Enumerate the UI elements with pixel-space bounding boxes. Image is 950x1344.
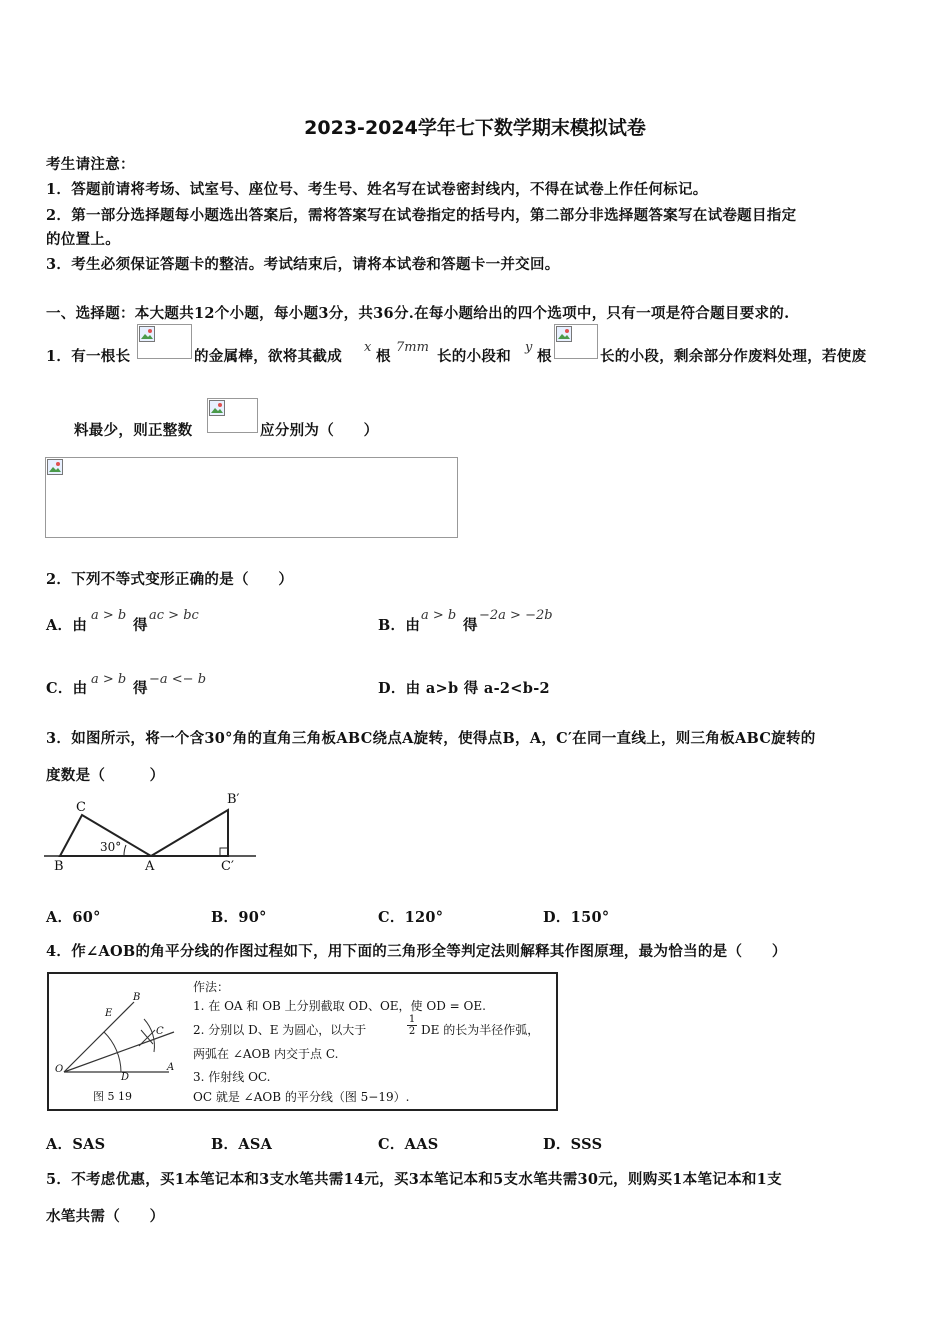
- q2-option-a-math-2: ac > bc: [149, 608, 199, 623]
- broken-image-icon: [47, 459, 63, 475]
- q1-image-placeholder-3: [207, 398, 258, 433]
- q2-option-c-label: C．由: [46, 680, 88, 697]
- q3-stem-line-1: 3．如图所示，将一个含30°角的直角三角板ABC绕点A旋转，使得点B，A，C′在同一直线上，则三角板ABC旋转的: [46, 730, 816, 747]
- broken-image-icon: [209, 400, 225, 416]
- q4-figure-caption: 图 5 19: [93, 1090, 132, 1103]
- q4-fraction-numerator: 1: [408, 1014, 416, 1025]
- q4-method-step-1: 1. 在 OA 和 OB 上分别截取 OD、OE，使 OD = OE.: [193, 999, 486, 1013]
- q1-options-image-placeholder: [45, 457, 458, 538]
- q4-method-step-2c: 两弧在 ∠AOB 内交于点 C.: [193, 1047, 339, 1061]
- q1-text-7: 料最少，则正整数: [74, 422, 193, 439]
- q4-label-a: A: [167, 1062, 175, 1073]
- q1-var-y: y: [525, 340, 533, 355]
- notice-item-2: 2．第一部分选择题每小题选出答案后，需将答案写在试卷指定的括号内，第二部分非选择题答案写在试卷题目指定: [46, 207, 797, 224]
- q4-fraction-denominator: 2: [408, 1026, 416, 1037]
- q4-option-a: A．SAS: [46, 1136, 106, 1153]
- q2-option-b-math-1: a > b: [421, 608, 457, 623]
- q3-option-a: A．60°: [46, 909, 101, 926]
- q1-text-2: 的金属棒，欲将其截成: [194, 348, 342, 365]
- q2-option-d: D．由 a>b 得 a-2<b-2: [378, 680, 550, 697]
- q4-option-b: B．ASA: [211, 1136, 273, 1153]
- q4-stem: 4．作∠AOB的角平分线的作图过程如下，用下面的三角形全等判定法则解释其作图原理，最为恰当的是（ ）: [46, 943, 787, 960]
- q4-method-step-2a: 2. 分别以 D、E 为圆心，以大于: [193, 1023, 367, 1037]
- q2-option-b-math-2: −2a > −2b: [479, 608, 553, 623]
- q3-figure: [44, 790, 260, 880]
- notice-item-1: 1．答题前请将考场、试室号、座位号、考生号、姓名写在试卷密封线内，不得在试卷上作任何标记。: [46, 181, 708, 198]
- q2-option-b-de: 得: [463, 617, 478, 634]
- q3-option-b: B．90°: [211, 909, 267, 926]
- q1-var-x: x: [364, 340, 372, 355]
- q4-label-b: B: [133, 992, 141, 1003]
- q1-image-placeholder-1: [137, 324, 192, 359]
- q4-fraction: [407, 1014, 417, 1037]
- q4-label-o: O: [55, 1064, 64, 1075]
- q3-label-a: A: [145, 859, 155, 874]
- broken-image-icon: [139, 326, 155, 342]
- notice-heading: 考生请注意：: [46, 156, 135, 173]
- q1-image-placeholder-2: [554, 324, 598, 359]
- q3-label-b: B: [54, 859, 64, 874]
- q3-label-angle: 30°: [100, 840, 122, 854]
- notice-item-3: 3．考生必须保证答题卡的整洁。考试结束后，请将本试卷和答题卡一并交回。: [46, 256, 560, 273]
- q4-option-c: C．AAS: [378, 1136, 439, 1153]
- q5-stem-line-2: 水笔共需（ ）: [46, 1208, 165, 1225]
- q2-option-a-math-1: a > b: [91, 608, 127, 623]
- q2-option-b-label: B．由: [378, 617, 421, 634]
- broken-image-icon: [556, 326, 572, 342]
- q5-stem-line-1: 5．不考虑优惠，买1本笔记本和3支水笔共需14元，买3本笔记本和5支水笔共需30元，则购买1本笔记本和1支: [46, 1171, 782, 1188]
- q2-option-a-label: A．由: [46, 617, 88, 634]
- q1-len-7mm: 7mm: [396, 340, 429, 355]
- q2-option-c-math-2: −a <− b: [149, 672, 207, 687]
- q4-method-step-2b: DE 的长为半径作弧，: [421, 1023, 540, 1037]
- q4-method-step-3: 3. 作射线 OC.: [193, 1070, 271, 1084]
- q1-text-8: 应分别为（ ）: [260, 422, 379, 439]
- q3-option-c: C．120°: [378, 909, 444, 926]
- q4-figure: [47, 972, 558, 1111]
- q2-option-a-de: 得: [133, 617, 148, 634]
- q4-method-note: OC 就是 ∠AOB 的平分线（图 5−19）.: [193, 1090, 410, 1104]
- q2-option-c-de: 得: [133, 680, 148, 697]
- q4-label-e: E: [105, 1008, 113, 1019]
- q2-option-c-math-1: a > b: [91, 672, 127, 687]
- page-title: 2023-2024学年七下数学期末模拟试卷: [304, 117, 646, 139]
- q3-label-c: C: [76, 800, 86, 815]
- q3-stem-line-2: 度数是（ ）: [46, 767, 165, 784]
- q1-text-5: 根: [537, 348, 552, 365]
- q1-text-4: 长的小段和: [437, 348, 511, 365]
- q3-option-d: D．150°: [543, 909, 610, 926]
- q4-label-d: D: [121, 1072, 130, 1083]
- q4-option-d: D．SSS: [543, 1136, 603, 1153]
- q1-text-1: 1．有一根长: [46, 348, 131, 365]
- q4-method-heading: 作法：: [193, 980, 230, 994]
- q4-label-c: C: [156, 1026, 164, 1037]
- notice-item-2-cont: 的位置上。: [46, 231, 120, 248]
- q3-label-b-prime: B′: [227, 792, 240, 807]
- q1-text-3: 根: [376, 348, 391, 365]
- q3-label-c-prime: C′: [221, 859, 234, 874]
- section-heading: 一、选择题：本大题共12个小题，每小题3分，共36分.在每小题给出的四个选项中，只有一项是符合题目要求的.: [46, 305, 790, 322]
- q2-stem: 2．下列不等式变形正确的是（ ）: [46, 571, 294, 588]
- q1-text-6: 长的小段，剩余部分作废料处理，若使废: [600, 348, 867, 365]
